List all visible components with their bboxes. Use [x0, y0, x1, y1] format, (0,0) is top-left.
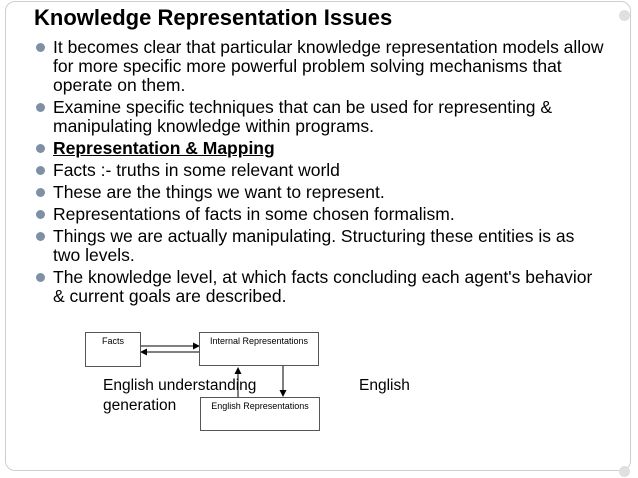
bullet-text: These are the things we want to represent. [53, 182, 385, 202]
english-understanding-label: English understanding [103, 377, 257, 394]
bullet-heading: Representation & Mapping [53, 138, 275, 158]
facts-box-label: Facts [101, 336, 124, 346]
generation-label: generation [103, 397, 177, 414]
bullet-text: The knowledge level, at which facts concluding each agent's behavior & current goals are described. [53, 267, 593, 306]
bullet-text: Facts :- truths in some relevant world [53, 160, 340, 180]
english-representations-box [200, 397, 320, 431]
facts-box [85, 332, 141, 367]
internal-representations-box [199, 332, 319, 366]
english-generation-word: English [359, 377, 410, 394]
bullet-text: Representations of facts in some chosen formalism. [53, 204, 455, 224]
bullet-text: Examine specific techniques that can be used for representing & manipulating knowledge within programs. [53, 97, 553, 136]
internal-representations-label: Internal Representations [209, 336, 309, 346]
slide-title: Knowledge Representation Issues [34, 5, 393, 30]
english-representations-label: English Representations [211, 401, 309, 411]
bullet-text: It becomes clear that particular knowledge representation models allow for more specific more powerful problem solving mechanisms that operate on them. [53, 37, 604, 95]
bullet-text: Things we are actually manipulating. Structuring these entities is as two levels. [53, 226, 575, 265]
